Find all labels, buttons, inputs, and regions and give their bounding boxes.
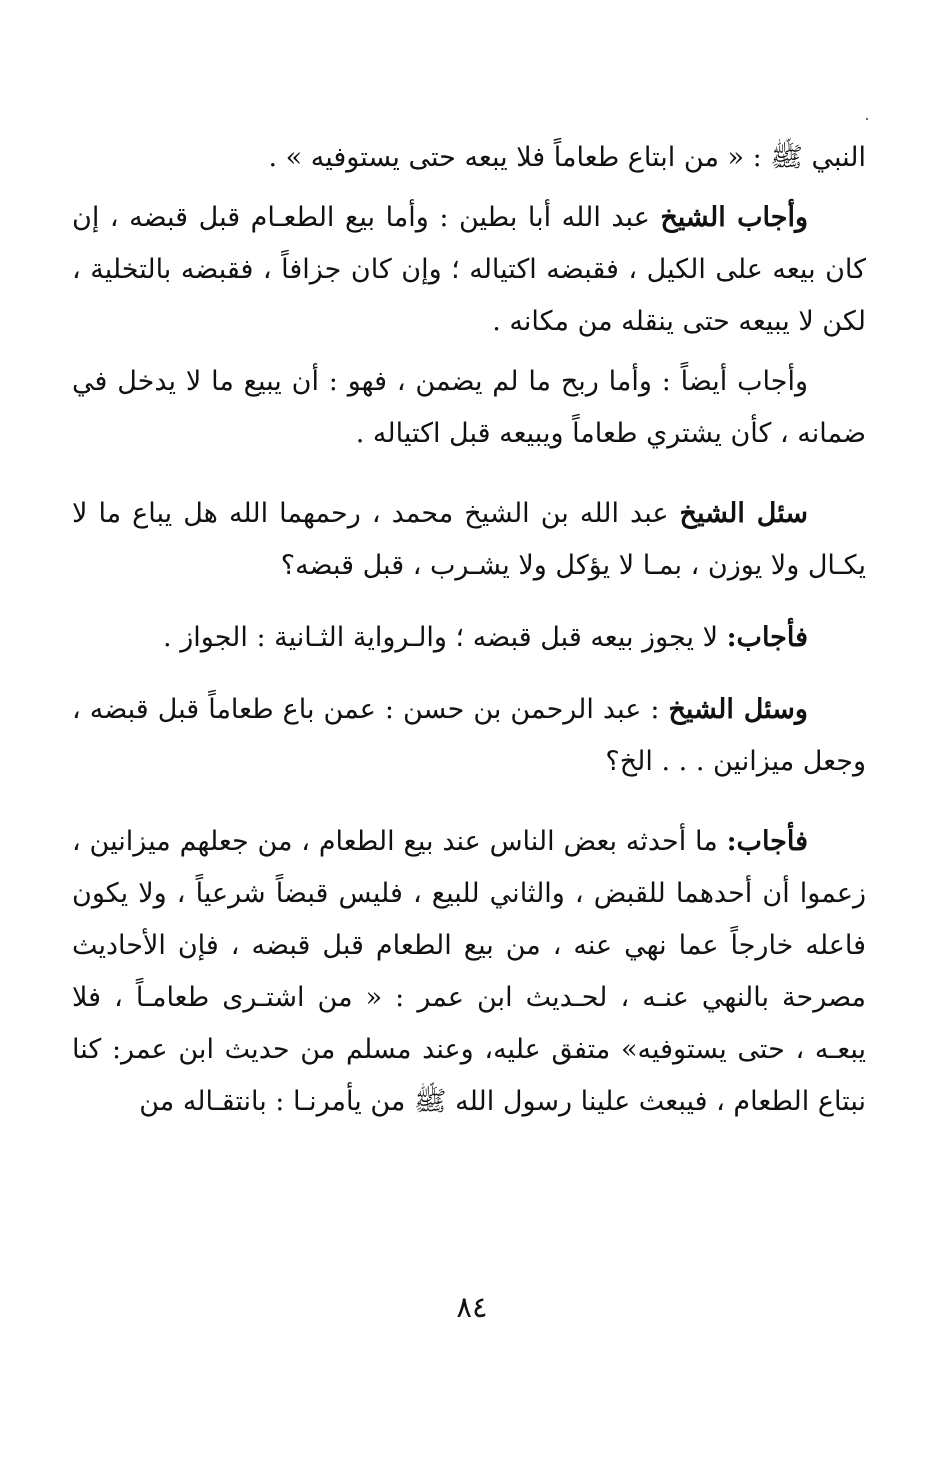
paragraph-7 bbox=[72, 816, 866, 1128]
paragraph-lead: فأجاب: bbox=[726, 622, 808, 653]
paragraph-lead: وسئل الشيخ bbox=[668, 694, 808, 725]
paragraph-4 bbox=[72, 488, 866, 592]
paragraph-2 bbox=[72, 192, 866, 348]
paragraph-lead: فأجاب: bbox=[726, 826, 808, 857]
paragraph-3 bbox=[72, 356, 866, 460]
page-number: ٨٤ bbox=[456, 1290, 488, 1324]
paragraph-text: عبد الله أبا بطين : وأما بيع الطعـام قبل قبضه ، إن كان بيعه على الكيل ، فقبضه اكتياله ؛ وإن كان جزافاً ، فقبضه بالتخلية ، لكن لا يبيعه حتى ينقله من مكانه . bbox=[72, 202, 866, 337]
page-body bbox=[72, 132, 866, 1128]
paragraph-6 bbox=[72, 684, 866, 788]
paragraph-text: وأجاب أيضاً : وأما ربح ما لم يضمن ، فهو : أن يبيع ما لا يدخل في ضمانه ، كأن يشتري طعاماً ويبيعه قبل اكتياله . bbox=[72, 366, 866, 449]
paragraph-lead: وأجاب الشيخ bbox=[660, 202, 808, 233]
paragraph-1 bbox=[72, 132, 866, 184]
paragraph-text: عبد الله بن الشيخ محمد ، رحمهما الله هل يباع ما لا يكـال ولا يوزن ، بمـا لا يؤكل ولا يشـرب ، قبل قبضه؟ bbox=[72, 498, 866, 581]
paragraph-5 bbox=[72, 612, 866, 664]
scan-mark bbox=[866, 118, 868, 120]
paragraph-text: لا يجوز بيعه قبل قبضه ؛ والـرواية الثـانية : الجواز . bbox=[163, 622, 727, 653]
paragraph-text: ما أحدثه بعض الناس عند بيع الطعام ، من جعلهم ميزانين ، زعموا أن أحدهما للقبض ، والثاني للبيع ، فليس قبضاً شرعياً ، ولا يكون فاعله خارجاً عما نهي عنه ، من بيع الطعام قبل قبضه ، فإن الأحاديث مصرحة بالنهي عنـه ، لحـديث ابن عمر : « من اشتـرى طعامـاً ، فلا يبعـه ، حتى يستوفيه» متفق عليه، وعند مسلم من حديث ابن عمر: كنا نبتاع الطعام ، فيبعث علينا رسول الله ﷺ من يأمرنـا : بانتقـاله من bbox=[72, 826, 866, 1117]
paragraph-lead: سئل الشيخ bbox=[679, 498, 808, 529]
paragraph-text: : عبد الرحمن بن حسن : عمن باع طعاماً قبل قبضه ، وجعل ميزانين . . . الخ؟ bbox=[72, 694, 866, 777]
paragraph-text: النبي ﷺ : « من ابتاع طعاماً فلا يبعه حتى يستوفيه » . bbox=[268, 142, 866, 173]
